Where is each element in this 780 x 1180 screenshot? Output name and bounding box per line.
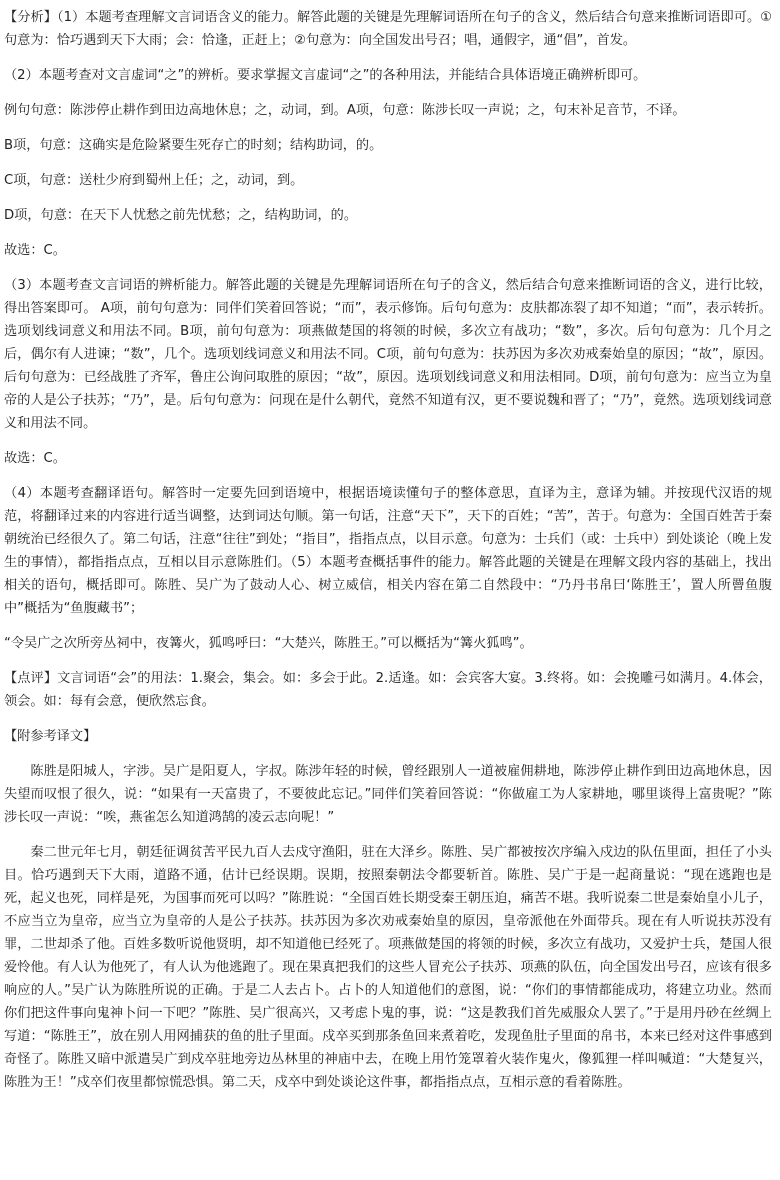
analysis-tag: 【分析】 (4, 10, 57, 25)
translation-paragraph-2: 秦二世元年七月，朝廷征调贫苦平民九百人去戍守渔阳，驻在大泽乡。陈胜、吴广都被按次序编入戍边的队伍里面，担任了小头目。恰巧遇到天下大雨，道路不通，估计已经误期。误期，按照秦朝法令都要斩首。陈胜、吴广于是一起商量说：“现在逃跑也是死，起义也死，同样是死，为国事而死可以吗？”陈胜说：“全国百姓长期受秦王朝压迫，痛苦不堪。我听说秦二世是秦始皇小儿子，不应当立为皇帝，应当立为皇帝的人是公子扶苏。扶苏因为多次劝戒秦始皇的原因，皇帝派他在外面带兵。现在有人听说扶苏没有罪，二世却杀了他。百姓多数听说他贤明，却不知道他已经死了。项燕做楚国的将领的时候，多次立有战功，又爱护士兵，楚国人很爱怜他。有人认为他死了，有人认为他逃跑了。现在果真把我们的这些人冒充公子扶苏、项燕的队伍，向全国发出号召，应该有很多响应的人。”吴广认为陈胜所说的正确。于是二人去占卜。占卜的人知道他们的意图，说：“你们的事情都能成功，将建立功业。然而你们把这件事向鬼神卜问一下吧？”陈胜、吴广很高兴，又考虑卜鬼的事，说：“这是教我们首先威服众人罢了。”于是用丹砂在丝绸上写道：“陈胜王”，放在别人用网捕获的鱼的肚子里面。戍卒买到那条鱼回来煮着吃，发现鱼肚子里面的帛书，本来已经对这件事感到奇怪了。陈胜又暗中派遣吴广到戍卒驻地旁边丛林里的神庙中去，在晚上用竹笼罩着火装作鬼火，像狐狸一样叫喊道：“大楚复兴，陈胜为王！”戍卒们夜里都惊慌恐惧。第二天，戍卒中到处谈论这件事，都指指点点，互相示意的看着陈胜。 (4, 845, 772, 1090)
translation-paragraph-1: 陈胜是阳城人，字涉。吴广是阳夏人，字叔。陈涉年轻的时候，曾经跟别人一道被雇佣耕地，陈涉停止耕作到田边高地休息，因失望而叹恨了很久，说：“如果有一天富贵了，不要彼此忘记。”同伴们笑着回答说：“你做雇工为人家耕地，哪里谈得上富贵呢？”陈涉长叹一声说：“唉，燕雀怎么知道鸿鹄的凌云志向呢！” (4, 764, 772, 825)
analysis-paragraph-10: （4）本题考查翻译语句。解答时一定要先回到语境中，根据语境读懂句子的整体意思，直译为主，意译为辅。并按现代汉语的规范，将翻译过来的内容进行适当调整，达到词达句顺。第一句话，注意“天下”，天下的百姓；“苦”，苦于。句意为：全国百姓苦于秦朝统治已经很久了。第二句话，注意“往往”到处；“指目”，指指点点，以目示意。句意为：士兵们（或：士兵中）到处谈论（晚上发生的事情），都指指点点，互相以目示意陈胜们。（5）本题考查概括事件的能力。解答此题的关键是在理解文段内容的基础上，找出相关的语句，概括即可。陈胜、吴广为了鼓动人心、树立威信，相关内容在第二自然段中：“乃丹书帛曰‘陈胜王’，置人所罾鱼腹中”概括为“鱼腹藏书”； (4, 486, 772, 616)
analysis-paragraph-8: （3）本题考查文言词语的辨析能力。解答此题的关键是先理解词语所在句子的含义，然后结合句意来推断词语的含义，进行比较，得出答案即可。 A项，前句句意为：同伴们笑着回答说；“而”，表示修饰。后句句意为：皮肤都冻裂了却不知道；“而”，表示转折。选项划线词意义和用法不同。B项，前句句意为：项燕做楚国的将领的时候，多次立有战功；“数”，多次。后句句意为：几个月之后，偶尔有人进谏；“数”，几个。选项划线词意义和用法不同。C项，前句句意为：扶苏因为多次劝戒秦始皇的原因；“故”，原因。后句句意为：已经战胜了齐军，鲁庄公询问取胜的原因；“故”，原因。选项划线词意义和用法相同。D项，前句句意为：应当立为皇帝的人是公子扶苏；“乃”，是。后句句意为：问现在是什么朝代，竟然不知道有汉，更不要说魏和晋了；“乃”，竟然。选项划线词意义和用法不同。 (4, 278, 772, 431)
analysis-paragraph-11: “令吴广之次所旁丛祠中，夜篝火，狐鸣呼曰：“大楚兴，陈胜王。”可以概括为“篝火狐鸣”。 (4, 636, 533, 651)
comment-tag: 【点评】 (4, 671, 58, 686)
comment-paragraph (4, 667, 772, 713)
translation-heading: 【附参考译文】 (4, 729, 97, 744)
analysis-paragraph-4: B项，句意：这确实是危险紧要生死存亡的时刻；结构助词，的。 (4, 138, 383, 153)
analysis-paragraph-3: 例句句意：陈涉停止耕作到田边高地休息；之，动词，到。A项，句意：陈涉长叹一声说；之，句末补足音节，不译。 (4, 103, 686, 118)
comment-text: 文言词语“会”的用法：1.聚会，集会。如：多会于此。2.适逢。如：会宾客大宴。3.终将。如：会挽雕弓如满月。4.体会，领会。如：每有会意，便欣然忘食。 (4, 671, 772, 709)
analysis-paragraph-5: C项，句意：送杜少府到蜀州上任；之，动词，到。 (4, 173, 304, 188)
analysis-text-1: （1）本题考查理解文言词语含义的能力。解答此题的关键是先理解词语所在句子的含义，然后结合句意来推断词语即可。①句意为：恰巧遇到天下大雨；会：恰逢，正赶上；②句意为：向全国发出号召；唱，通假字，通“倡”，首发。 (4, 10, 772, 48)
analysis-answer-1: 故选：C。 (4, 243, 66, 258)
analysis-answer-2: 故选：C。 (4, 451, 66, 466)
analysis-paragraph-2: （2）本题考查对文言虚词“之”的辨析。要求掌握文言虚词“之”的各种用法，并能结合具体语境正确辨析即可。 (4, 68, 647, 83)
analysis-paragraph-1 (4, 6, 772, 52)
analysis-paragraph-6: D项，句意：在天下人忧愁之前先忧愁；之，结构助词，的。 (4, 208, 358, 223)
